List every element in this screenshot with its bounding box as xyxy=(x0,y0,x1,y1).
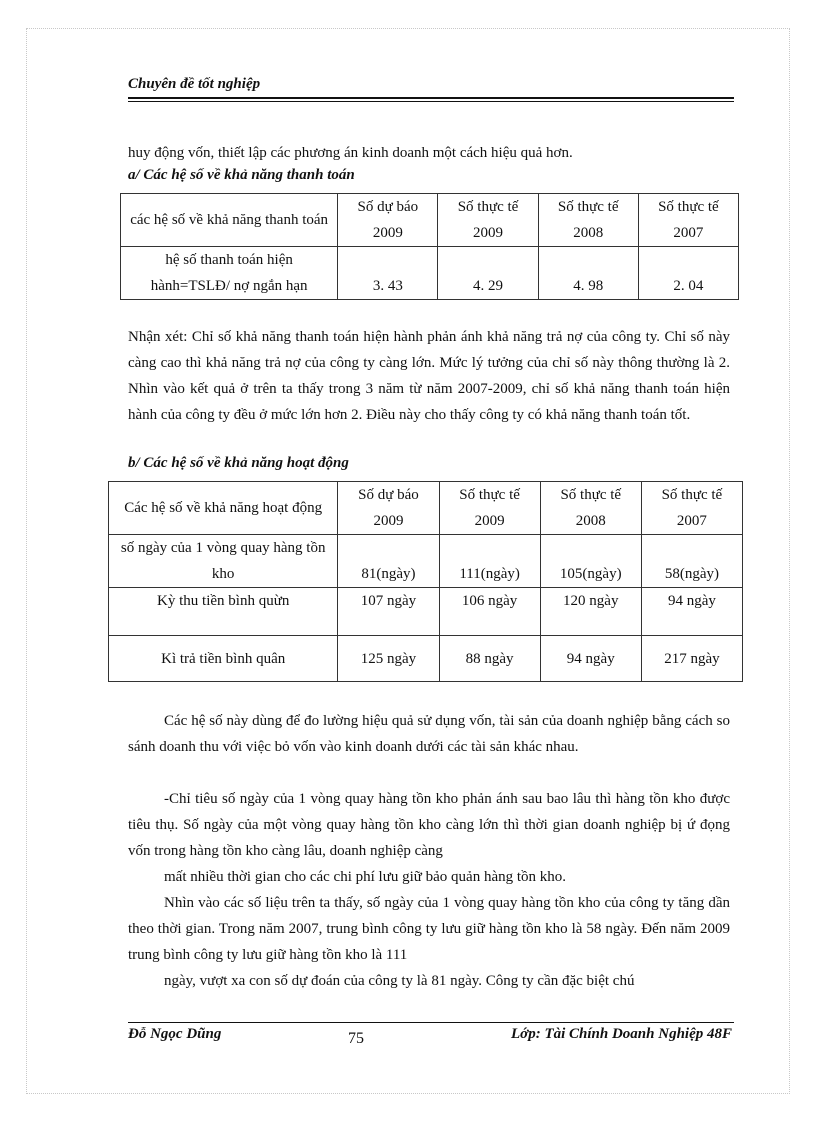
footer-rule xyxy=(128,1022,734,1023)
paragraph-3: Nhìn vào các số liệu trên ta thấy, số ngày của 1 vòng quay hàng tồn kho của công ty tăng dần theo thời gian. Trong năm 2007, trung bình công ty lưu giữ hàng tồn kho là 58 ngày. Đến năm 2009 trung bình công ty lưu giữ hàng tồn kho là 111 xyxy=(128,895,730,963)
table-cell: 3. 43 xyxy=(338,247,438,300)
comment-a-text: Nhận xét: Chỉ số khả năng thanh toán hiện hành phản ánh khả năng trả nợ của công ty. Chỉ số này càng cao thì khả năng trả nợ của công ty càng lớn. Mức lý tưởng của chỉ số này thông thường là 2. Nhìn vào kết quả ở trên ta thấy trong 3 năm từ năm 2007-2009, chỉ số khả năng thanh toán hiện hành của công ty đều ở mức lớn hơn 2. Điều này cho thấy công ty có khả năng thanh toán tốt. xyxy=(128,329,730,423)
table-header-cell: Số dự báo 2009 xyxy=(338,194,438,247)
section-b-heading: b/ Các hệ số về khả năng hoạt động xyxy=(128,455,349,471)
table-cell: Kì trả tiền bình quân xyxy=(109,636,338,682)
table-row xyxy=(109,588,743,636)
paragraph-2-continued: mất nhiều thời gian cho các chi phí lưu giữ bảo quản hàng tồn kho. xyxy=(164,869,567,885)
paragraph-1: Các hệ số này dùng để đo lường hiệu quả sử dụng vốn, tài sản của doanh nghiệp bằng cách so sánh doanh thu với việc bỏ vốn vào kinh doanh dưới các tài sản khác nhau. xyxy=(128,713,730,755)
page-number: 75 xyxy=(348,1030,364,1047)
footer-author: Đỗ Ngọc Dũng xyxy=(128,1026,222,1042)
paragraph-3-continued: ngày, vượt xa con số dự đoán của công ty là 81 ngày. Công ty cần đặc biệt chú xyxy=(164,973,635,989)
table-cell: 94 ngày xyxy=(641,588,742,636)
section-a-heading: a/ Các hệ số về khả năng thanh toán xyxy=(128,167,355,183)
table-header-cell: Các hệ số về khả năng hoạt động xyxy=(109,482,338,535)
table-row xyxy=(109,535,743,588)
table-row xyxy=(109,636,743,682)
liquidity-table xyxy=(120,193,739,300)
comment-a xyxy=(128,324,730,428)
table-row xyxy=(121,247,739,300)
activity-table xyxy=(108,481,743,682)
table-cell: 107 ngày xyxy=(338,588,439,636)
table-header-cell: Số thực tế 2007 xyxy=(641,482,742,535)
table-cell: 58(ngày) xyxy=(641,535,742,588)
table-header-cell: Số thực tế 2007 xyxy=(638,194,738,247)
table-header-cell: Số thực tế 2009 xyxy=(438,194,538,247)
table-cell: 125 ngày xyxy=(338,636,439,682)
page-header: Chuyên đề tốt nghiệp xyxy=(128,76,261,92)
table-header-cell: Số thực tế 2008 xyxy=(538,194,638,247)
paragraph-2: -Chỉ tiêu số ngày của 1 vòng quay hàng tồn kho phản ánh sau bao lâu thì hàng tồn kho được tiêu thụ. Số ngày của một vòng quay hàng tồn kho càng lớn thì thời gian doanh nghiệp bị ứ đọng vốn trong hàng tồn kho càng lâu, doanh nghiệp càng xyxy=(128,791,730,859)
table-cell: số ngày của 1 vòng quay hàng tồn kho xyxy=(109,535,338,588)
table-cell: 111(ngày) xyxy=(439,535,540,588)
table-header-cell: Số thực tế 2008 xyxy=(540,482,641,535)
table-cell: 105(ngày) xyxy=(540,535,641,588)
intro-line: huy động vốn, thiết lập các phương án kinh doanh một cách hiệu quả hơn. xyxy=(128,145,573,161)
table-cell: 2. 04 xyxy=(638,247,738,300)
table-cell: 120 ngày xyxy=(540,588,641,636)
table-header-cell: Số dự báo 2009 xyxy=(338,482,439,535)
header-rule xyxy=(128,97,734,102)
table-cell: hệ số thanh toán hiện hành=TSLĐ/ nợ ngắn hạn xyxy=(121,247,338,300)
table-header-row xyxy=(109,482,743,535)
table-cell: 4. 29 xyxy=(438,247,538,300)
footer-class: Lớp: Tài Chính Doanh Nghiệp 48F xyxy=(510,1026,732,1042)
table-header-cell: Số thực tế 2009 xyxy=(439,482,540,535)
table-cell: 81(ngày) xyxy=(338,535,439,588)
table-cell: 94 ngày xyxy=(540,636,641,682)
table-cell: 4. 98 xyxy=(538,247,638,300)
table-header-cell: các hệ số về khả năng thanh toán xyxy=(121,194,338,247)
table-cell: 106 ngày xyxy=(439,588,540,636)
table-cell: 88 ngày xyxy=(439,636,540,682)
table-cell: 217 ngày xyxy=(641,636,742,682)
table-header-row xyxy=(121,194,739,247)
table-cell: Kỳ thu tiền bình quừn xyxy=(109,588,338,636)
